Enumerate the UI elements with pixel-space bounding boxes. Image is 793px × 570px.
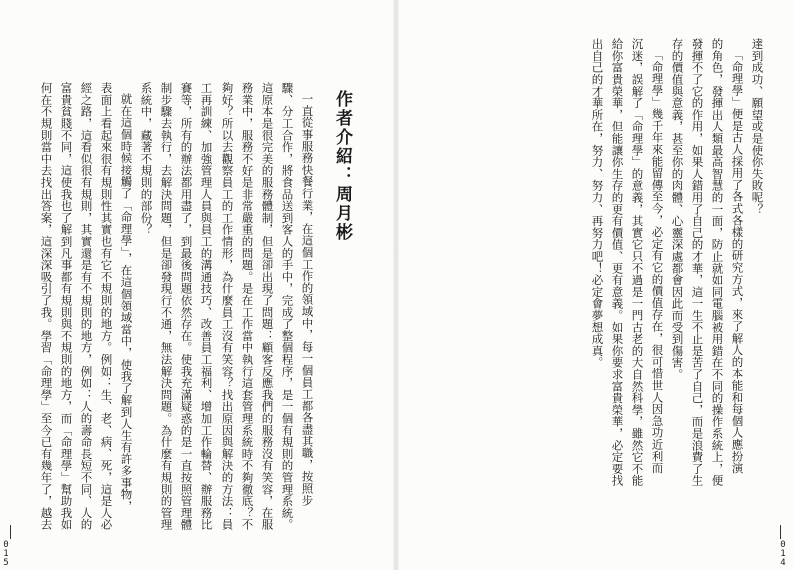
- text-column: 賽等，所有的辦法都用盡了，到最後問題依然存在。使我充滿疑惑的是一直按照管理體: [179, 82, 194, 531]
- folio-rule: [780, 525, 781, 539]
- text-column: 表面上看起來很有規則性其實也有它不規則的地方。例如：生、老、病、死，這是人必: [99, 82, 114, 531]
- left-page: [0, 0, 393, 570]
- text-column: 發揮不了它的作用，如果人錯用了自己的才華，這一生不止是苦了自己，而是浪費了生: [690, 38, 705, 487]
- text-column: 何在不規則當中去找出答案，這深深吸引了我。學習「命理學」至今已有幾年了，越去: [39, 82, 54, 531]
- text-column: 的角色，發揮出人類最高智慧的一面，防止就如同電腦被用錯在不同的操作系統上，便: [710, 38, 725, 487]
- text-column: 沉迷，誤解了「命理學」的意義，其實它只不過是一門古老的大自然科學，雖然它不能: [630, 38, 645, 487]
- folio-rule: [10, 525, 11, 539]
- text-column: 就在這個時候接觸了「命理學」，在這個領域當中，使我了解到人生有許多事物，: [119, 93, 134, 513]
- page-number: 015: [1, 540, 11, 567]
- text-column: 給你富貴榮華，但能讓你生存的更有價值、更有意義。如果你要求富貴榮華，必定要找: [610, 38, 625, 487]
- text-column: 存的價值與意義，甚至你的肉體、心靈深處都會因此而受到傷害。: [670, 38, 685, 381]
- right-page: [399, 0, 793, 570]
- text-column: 「命理學」便是古人採用了各式各樣的研究方式，來了解人的本能和每個人應扮演: [730, 49, 745, 474]
- text-column: 制步驟去執行，去解決問題，但是卻發現行不通，無法解決問題。為什麼有規則的管理: [159, 82, 174, 531]
- text-column: 夠好？所以去觀察員工的工作情形，為什麼員工沒有笑容？找出原因與解決的方法：員: [220, 82, 235, 531]
- text-column: 出自己的才華所在，努力、努力、再努力吧！必定會夢想成真。: [590, 38, 605, 369]
- text-column: 一直從事服務快餐行業，在這個工作的領域中，每一個員工都各盡其職，按照步: [300, 93, 315, 506]
- text-column: 系統中，藏著不規則的部份？: [139, 82, 154, 236]
- text-column: 經之路，這看似很有規則，其實還是有不規則的地方，例如：人的壽命長短不同、人的: [79, 82, 94, 531]
- text-column: 富貴貧賤不同，這使我也了解到凡事都有規則與不規則的地方，而「命理學」幫助我如: [59, 82, 74, 531]
- text-column: 這原本是很完美的服務體制，但是卻出現了問題：顧客反應我們的服務沒有笑容，在服: [260, 82, 275, 531]
- page-number: 014: [778, 540, 788, 567]
- author-heading: 作者介紹：周月彬: [332, 90, 352, 242]
- text-column: 達到成功、願望或是使你失敗呢？: [750, 38, 765, 215]
- text-column: 工再訓練、加強管理人員與員工的溝通技巧、改善員工福利、增加工作輪替、辦服務比: [199, 82, 214, 531]
- text-column: 務業中，服務不好是非常嚴重的問題。是在工作當中執行這套管理系統時不夠徹底？不: [240, 82, 255, 531]
- text-column: 「命理學」幾千年來能留傳至今，必定有它的價值存在，很可惜世人因急功近利而: [650, 49, 665, 474]
- text-column: 驟、分工合作，將食品送到客人的手中，完成了整個程序，是一個有規則的管理系統。: [280, 82, 295, 531]
